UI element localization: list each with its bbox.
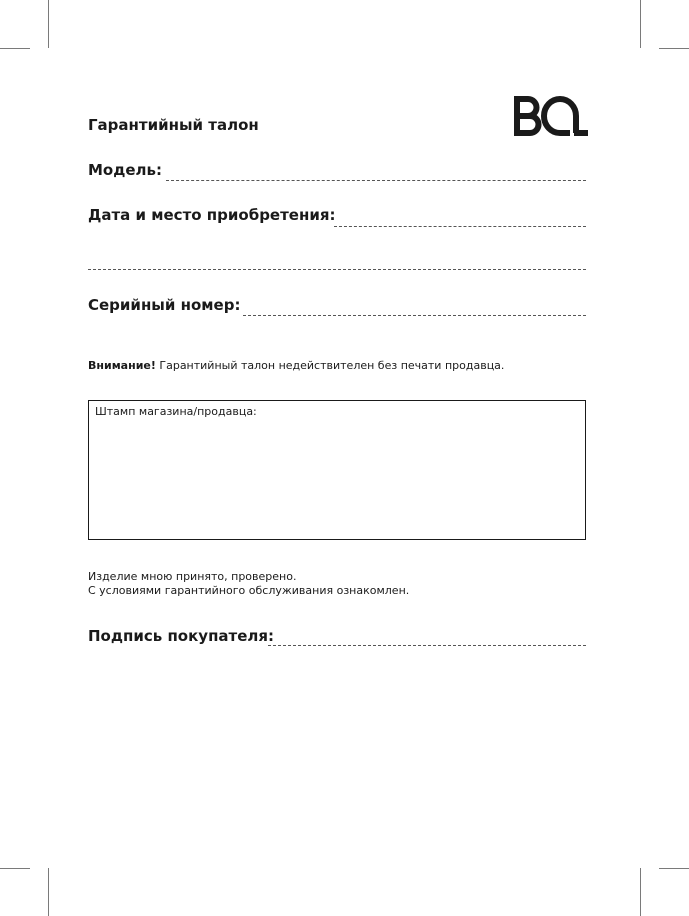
model-label: Модель: xyxy=(88,161,162,179)
crop-mark xyxy=(0,48,30,49)
serial-label: Серийный номер: xyxy=(88,296,241,314)
model-input-line[interactable] xyxy=(166,180,586,181)
crop-mark xyxy=(659,48,689,49)
warning-text xyxy=(88,359,504,372)
crop-mark xyxy=(659,868,689,869)
purchase-input-line-2[interactable] xyxy=(88,269,586,270)
crop-mark xyxy=(48,868,49,916)
purchase-label: Дата и место приобретения: xyxy=(88,206,336,224)
bq-logo xyxy=(514,96,588,136)
signature-input-line[interactable] xyxy=(268,645,586,646)
stamp-box xyxy=(88,400,586,540)
signature-label: Подпись покупателя: xyxy=(88,627,275,645)
page-title: Гарантийный талон xyxy=(88,116,259,134)
warning-bold: Внимание! xyxy=(88,359,156,372)
serial-input-line[interactable] xyxy=(243,315,586,316)
acceptance-line-2: С условиями гарантийного обслуживания ознакомлен. xyxy=(88,584,410,597)
crop-mark xyxy=(640,868,641,916)
stamp-label: Штамп магазина/продавца: xyxy=(95,405,257,418)
crop-mark xyxy=(0,868,30,869)
crop-mark xyxy=(640,0,641,48)
warning-message: Гарантийный талон недействителен без печати продавца. xyxy=(155,359,505,372)
purchase-input-line[interactable] xyxy=(334,226,586,227)
crop-mark xyxy=(48,0,49,48)
acceptance-line-1: Изделие мною принято, проверено. xyxy=(88,570,297,583)
